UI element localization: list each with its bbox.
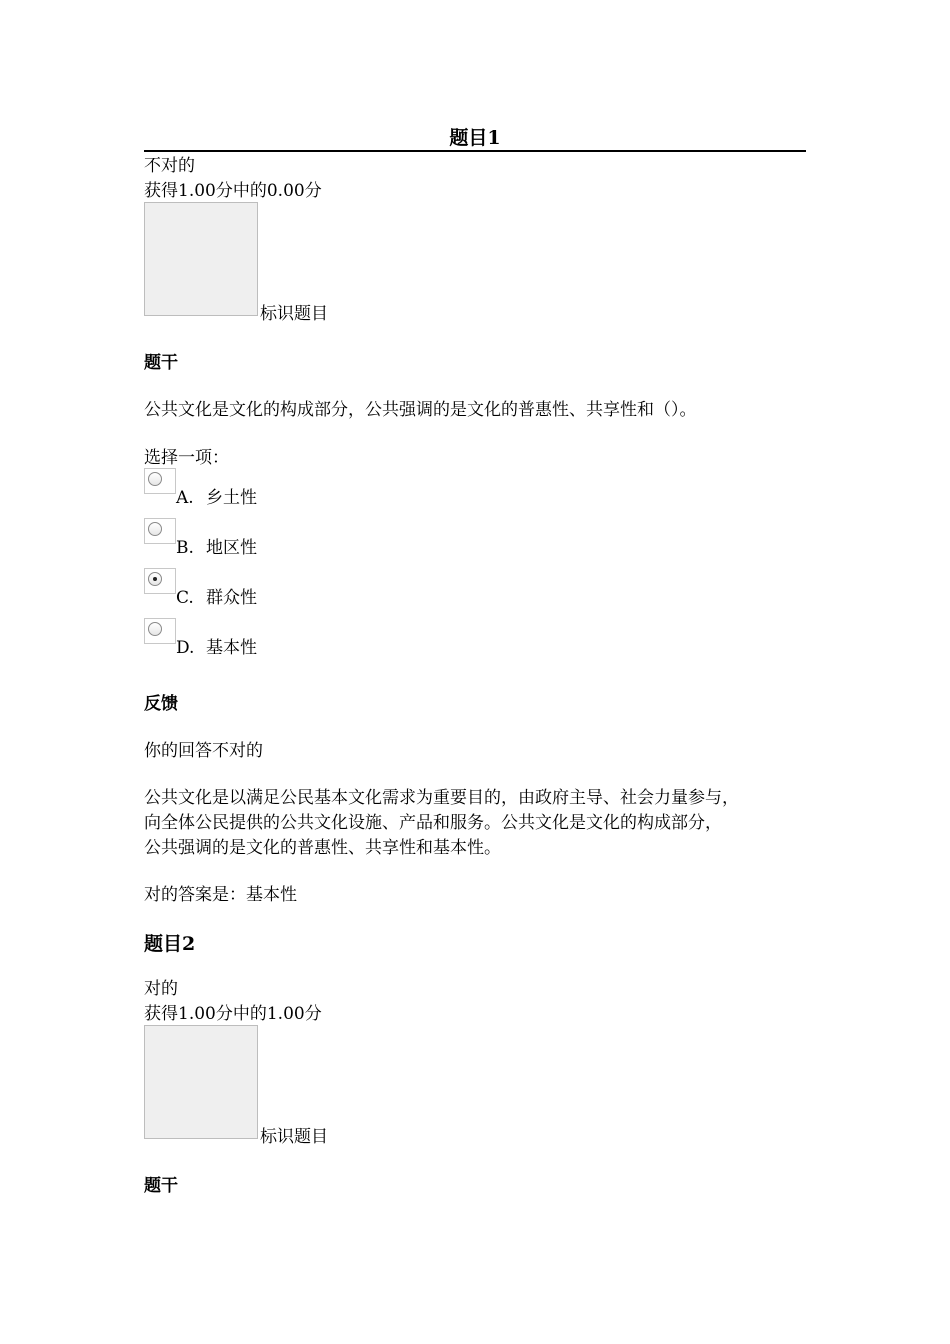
- option-c-label[interactable]: 群众性: [206, 588, 257, 608]
- question-2-title: 题目2: [144, 933, 196, 955]
- option-c-letter: C.: [176, 588, 194, 608]
- flag-question-link[interactable]: 标识题目: [260, 304, 328, 324]
- question-1-status: 不对的: [144, 156, 195, 176]
- option-d-letter: D.: [176, 638, 195, 658]
- title-divider: [144, 150, 806, 152]
- feedback-result: 你的回答不对的: [144, 741, 263, 761]
- option-d-radio[interactable]: [144, 618, 176, 644]
- explanation-line: 公共文化是以满足公民基本文化需求为重要目的，由政府主导、社会力量参与，: [144, 788, 739, 808]
- question-2-stem-heading: 题干: [144, 1176, 178, 1196]
- selected-dot-icon: [153, 577, 157, 581]
- flag-question-icon[interactable]: [144, 1025, 258, 1139]
- option-b-label[interactable]: 地区性: [206, 538, 257, 558]
- feedback-heading: 反馈: [144, 694, 178, 714]
- option-c-radio[interactable]: [144, 568, 176, 594]
- question-2-status: 对的: [144, 979, 178, 999]
- choice-prompt: 选择一项：: [144, 448, 229, 468]
- explanation-line: 向全体公民提供的公共文化设施、产品和服务。公共文化是文化的构成部分，: [144, 813, 722, 833]
- flag-question-link[interactable]: 标识题目: [260, 1127, 328, 1147]
- option-a-radio[interactable]: [144, 468, 176, 494]
- question-2-score: 获得1.00分中的1.00分: [144, 1004, 322, 1024]
- option-b-letter: B.: [176, 538, 194, 558]
- question-1-text: 公共文化是文化的构成部分，公共强调的是文化的普惠性、共享性和（）。: [144, 400, 697, 420]
- question-1-stem-heading: 题干: [144, 353, 178, 373]
- flag-question-icon[interactable]: [144, 202, 258, 316]
- question-1-title: 题目1: [449, 127, 501, 149]
- option-a-letter: A.: [176, 488, 194, 508]
- question-1-score: 获得1.00分中的0.00分: [144, 181, 322, 201]
- option-d-label[interactable]: 基本性: [206, 638, 257, 658]
- correct-answer: 对的答案是：基本性: [144, 885, 297, 905]
- option-b-radio[interactable]: [144, 518, 176, 544]
- option-a-label[interactable]: 乡土性: [206, 488, 257, 508]
- explanation-line: 公共强调的是文化的普惠性、共享性和基本性。: [144, 838, 501, 858]
